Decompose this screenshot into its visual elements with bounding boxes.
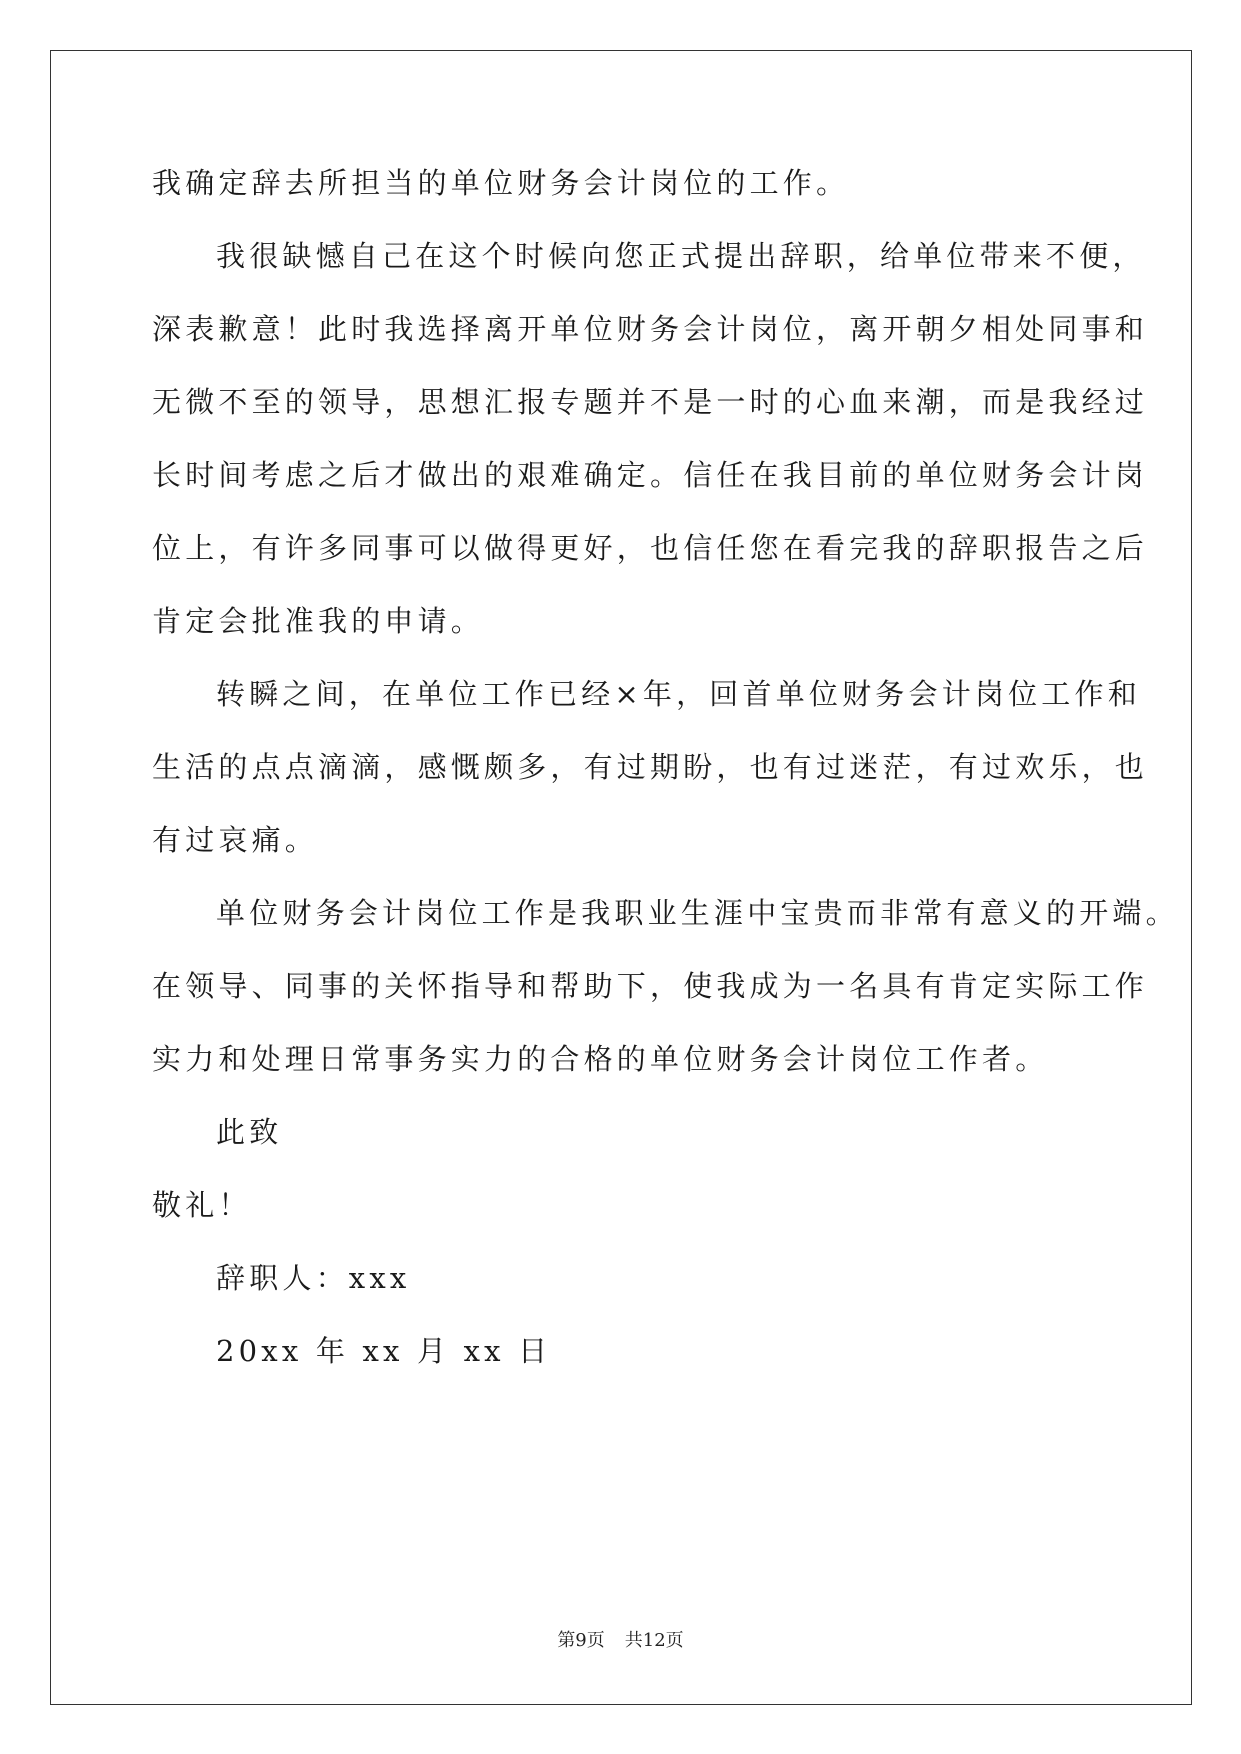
body-line: 肯定会批准我的申请。 <box>152 604 485 638</box>
paragraph-start: 转瞬之间，在单位工作已经×年，回首单位财务会计岗位工作和 <box>216 677 1141 711</box>
body-line: 实力和处理日常事务实力的合格的单位财务会计岗位工作者。 <box>152 1042 1049 1076</box>
body-line: 在领导、同事的关怀指导和帮助下，使我成为一名具有肯定实际工作 <box>152 969 1149 1003</box>
body-line: 无微不至的领导，思想汇报专题并不是一时的心血来潮，而是我经过 <box>152 385 1149 419</box>
paragraph-start: 单位财务会计岗位工作是我职业生涯中宝贵而非常有意义的开端。 <box>216 896 1179 930</box>
date-line: 20xx 年 xx 月 xx 日 <box>216 1334 552 1368</box>
signature-line: 辞职人：xxx <box>216 1261 411 1295</box>
body-line: 深表歉意！此时我选择离开单位财务会计岗位，离开朝夕相处同事和 <box>152 312 1149 346</box>
closing-salutation: 此致 <box>216 1115 283 1149</box>
body-line: 我确定辞去所担当的单位财务会计岗位的工作。 <box>152 166 850 200</box>
page-total: 共12页 <box>624 1630 684 1651</box>
paragraph-start: 我很缺憾自己在这个时候向您正式提出辞职，给单位带来不便， <box>216 239 1146 273</box>
body-line: 生活的点点滴滴，感慨颇多，有过期盼，也有过迷茫，有过欢乐，也 <box>152 750 1149 784</box>
body-line: 位上，有许多同事可以做得更好，也信任您在看完我的辞职报告之后 <box>152 531 1149 565</box>
page-footer <box>0 1629 1241 1653</box>
closing-regards: 敬礼！ <box>152 1188 252 1222</box>
body-line: 有过哀痛。 <box>152 823 319 857</box>
body-line: 长时间考虑之后才做出的艰难确定。信任在我目前的单位财务会计岗 <box>152 458 1149 492</box>
page-number: 第9页 <box>557 1630 605 1651</box>
page-border <box>50 50 1192 1705</box>
